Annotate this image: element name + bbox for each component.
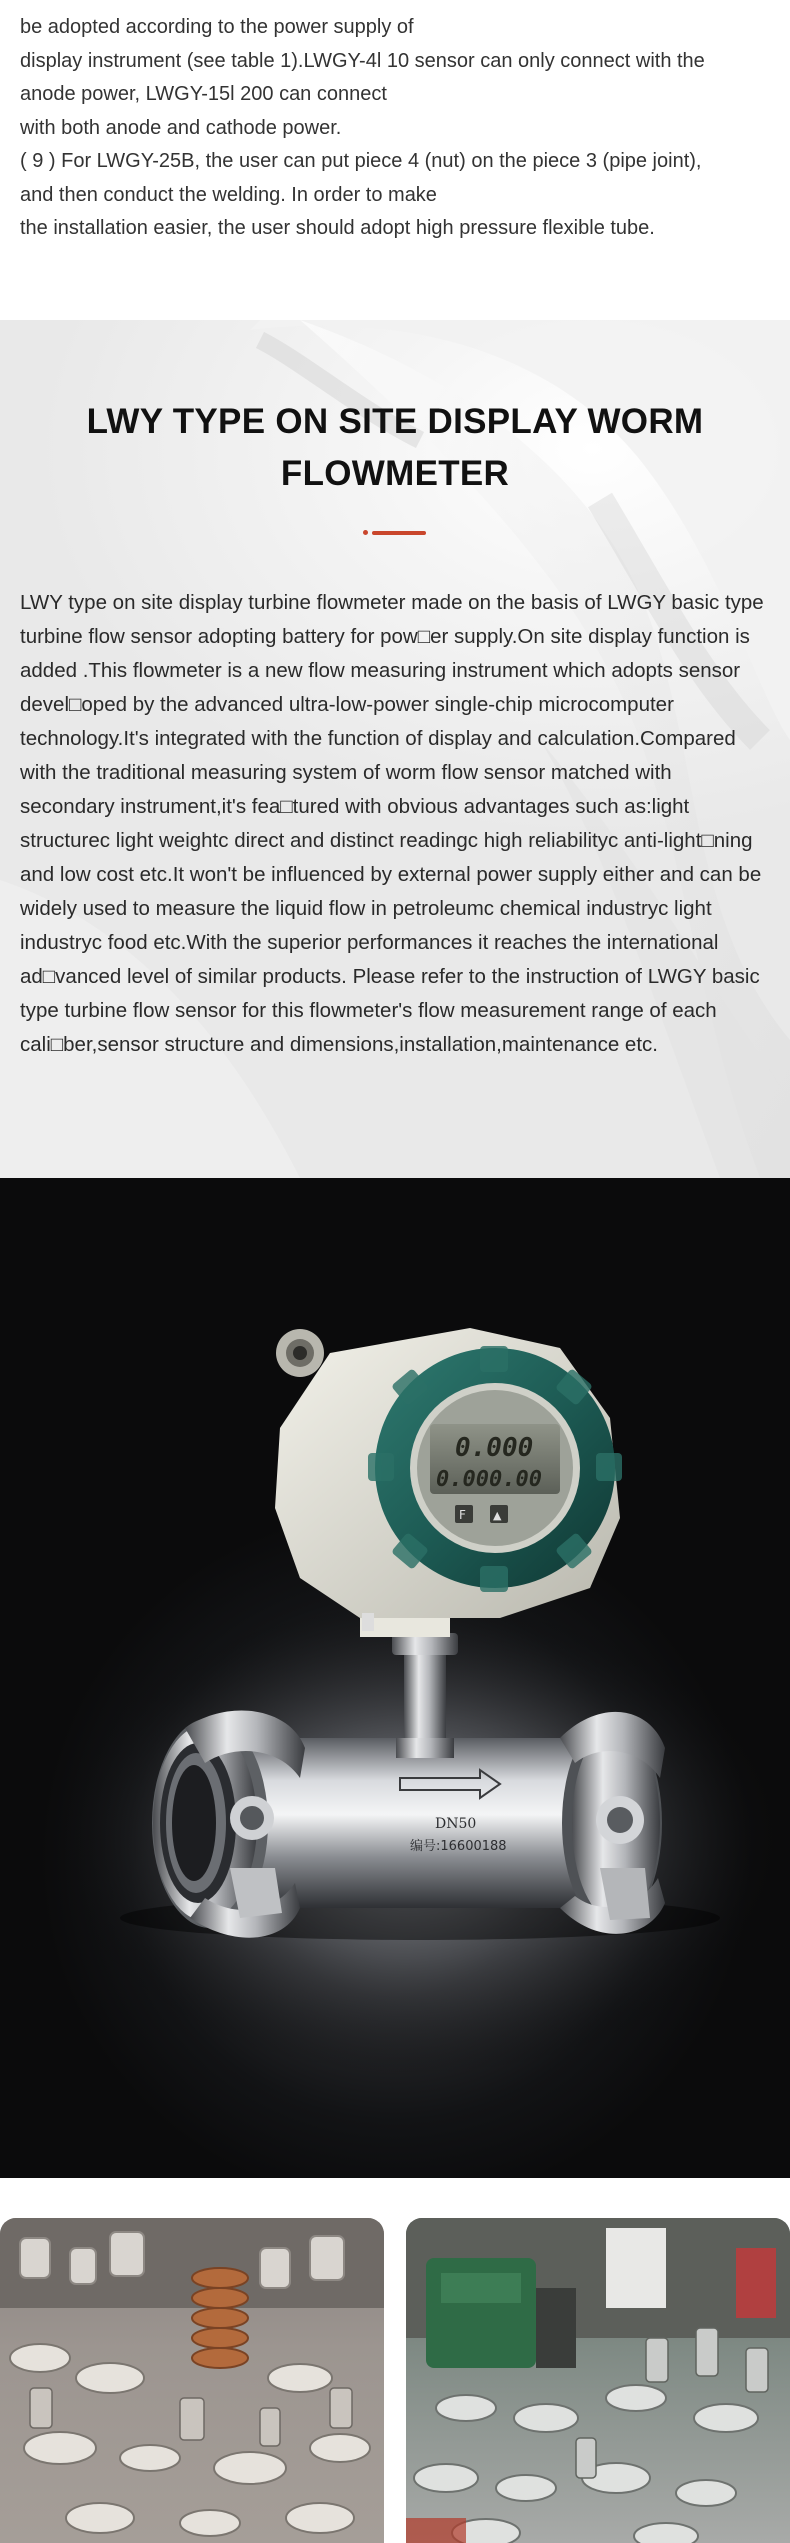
parts-illustration: [0, 2218, 384, 2543]
factory-photo-parts: [0, 2218, 384, 2543]
accent-dot: [363, 530, 368, 535]
intro-line: be adopted according to the power supply of: [20, 16, 414, 38]
button-f: F: [459, 1508, 466, 1522]
section-description: LWY type on site display turbine flowmeter made on the basis of LWGY basic type turbine flow sensor adopting battery for pow□er supply.On site display function is added .This flowmeter is a new flow measuring instrument which adopts sensor devel□oped by the advanced ultra-low-power single-chip microcomputer technology.It's integrated with the function of display and calculation.Compared with the traditional measuring system of worm flow sensor matched with secondary instrument,it's fea□tured with obvious advantages such as:light structurec light weightc direct and distinct readingc high reliabilityc anti-light□ning and low cost etc.It won't be influenced by external power supply either and can be widely used to measure the liquid flow in petroleumc chemical industryc light industryc food etc.With the superior performances it reaches the international ad□vanced level of similar products. Please refer to the instruction of LWGY basic type turbine flow sensor for this flowmeter's flow measurement range of each cali□ber,sensor structure and dimensions,installation,maintenance etc.: [20, 591, 764, 1056]
intro-line: and then conduct the welding. In order to make: [20, 183, 437, 206]
intro-line: display instrument (see table 1).LWGY-4l 10 sensor can only connect with the: [20, 49, 705, 72]
intro-line: the installation easier, the user should adopt high pressure flexible tube.: [20, 217, 655, 239]
pipe-serial-label: 编号:16600188: [410, 1839, 507, 1854]
flowmeter-product-image: [0, 1178, 790, 2178]
pipe-dn-label: DN50: [435, 1816, 477, 1832]
product-intro-section: [0, 320, 790, 1178]
intro-line: ( 9 ) For LWGY-25B, the user can put piece 4 (nut) on the piece 3 (pipe joint),: [20, 150, 702, 172]
factory-photo-machine: [406, 2218, 790, 2543]
button-arrow: ▲: [493, 1509, 502, 1522]
lcd-top-reading: 0.000: [455, 1433, 534, 1463]
lcd-bottom-reading: 0.000.00: [436, 1467, 542, 1492]
intro-text-block: [0, 0, 790, 320]
factory-gallery: [0, 2218, 790, 2543]
intro-line: with both anode and cathode power.: [20, 116, 342, 139]
section-title: LWY TYPE ON SITE DISPLAY WORM FLOWMETER: [86, 402, 704, 493]
machine-illustration: [406, 2218, 790, 2543]
intro-line: anode power, LWGY-15l 200 can connect: [20, 83, 387, 105]
accent-line: [372, 531, 426, 535]
flowmeter-illustration: [0, 1178, 790, 2178]
title-accent-bar: [363, 530, 427, 535]
